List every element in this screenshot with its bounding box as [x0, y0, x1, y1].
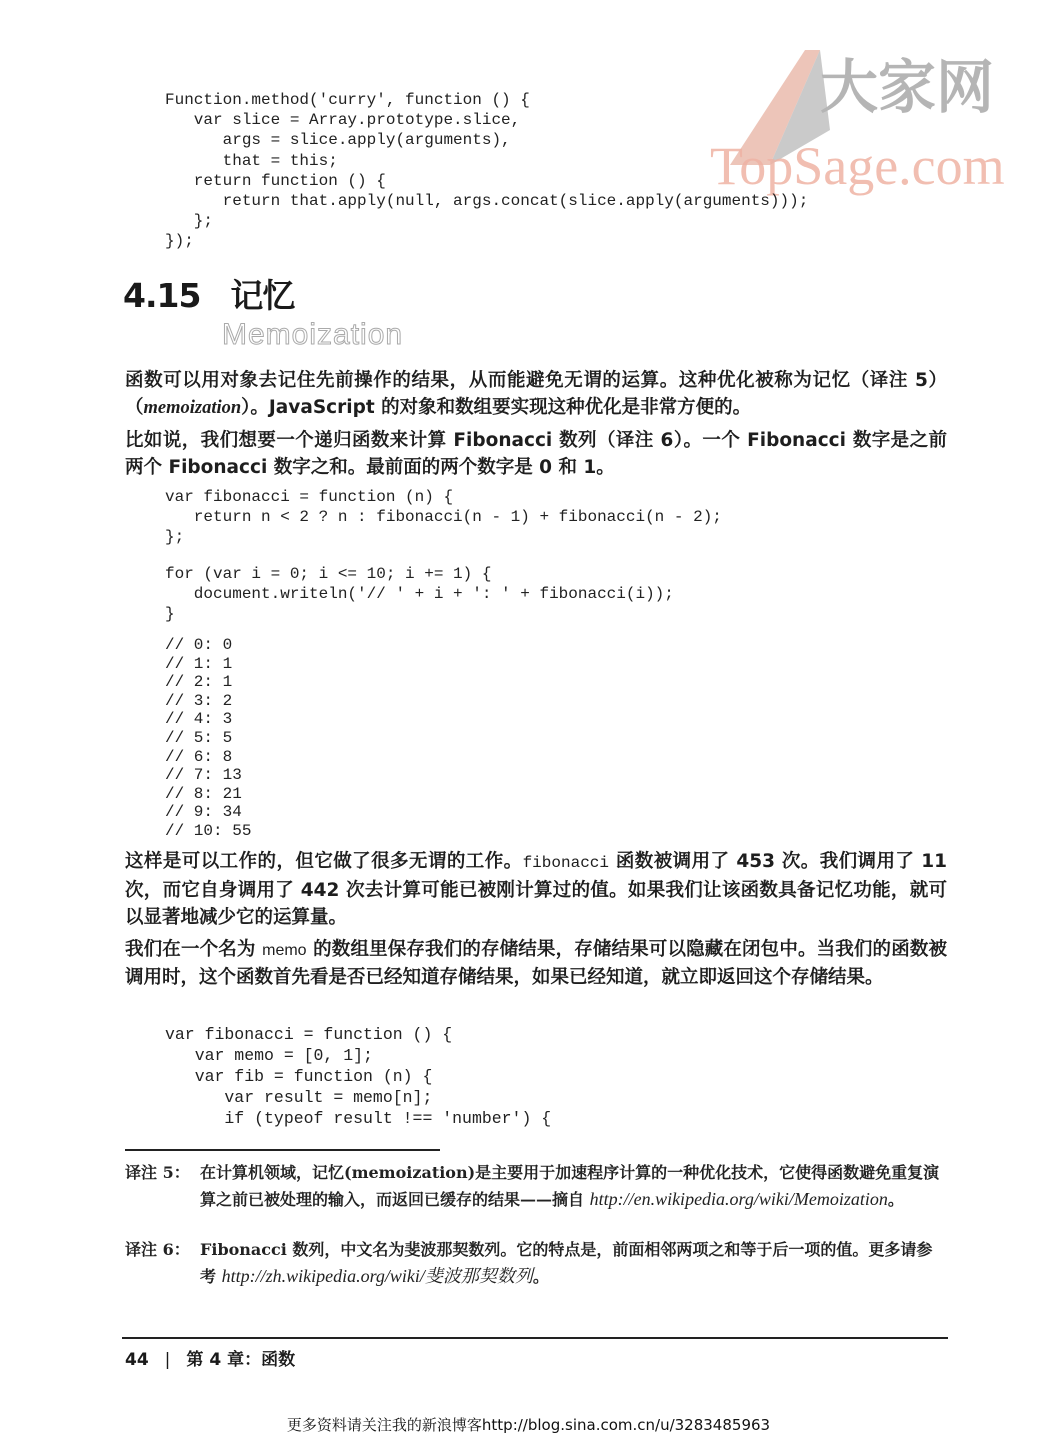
text: 我们在一个名为	[125, 939, 263, 960]
text: 的数组里保存我们的存储结果，存储结果可以隐藏在闭包中。当我们的函数被调用时，这个函数首先看是否已经知道存储结果，如果已经知道，就立即返回这个存储结果。	[125, 939, 947, 988]
inline-code: fibonacci	[522, 854, 609, 872]
output-line: // 2: 1	[165, 673, 233, 692]
section-number: 4.15	[123, 276, 201, 315]
output-line: // 8: 21	[165, 784, 242, 803]
text: 这样是可以工作的，但它做了很多无谓的工作。	[125, 851, 523, 872]
code-line: return n < 2 ? n : fibonacci(n - 1) + fibonacci(n - 2);	[165, 508, 722, 527]
code-line: for (var i = 0; i <= 10; i += 1) {	[165, 564, 492, 583]
page-footer	[125, 1345, 295, 1370]
footnote-link[interactable]: http://zh.wikipedia.org/wiki/斐波那契数列	[221, 1266, 533, 1286]
footnote-label: 译注 6：	[125, 1240, 190, 1259]
code-block-curry	[165, 90, 808, 252]
paragraph-memo-array	[125, 936, 947, 991]
code-line: };	[165, 212, 214, 231]
output-line: // 0: 0	[165, 636, 233, 654]
text: 函数被调用了 453 次。我们调用了 11 次，而它自身调用了 442 次去计算可能已被刚计算过的值。如果我们让该函数具备记忆功能，就可以显著地减少它的运算量。	[125, 851, 947, 928]
inline-code: memo	[262, 942, 307, 959]
code-line: return that.apply(null, args.concat(slice.apply(arguments)));	[165, 191, 809, 210]
text: 函数可以用对象去记住先前操作的结果，从而能避免无谓的运算。这种优化被称为记忆（译注 5）（	[125, 370, 947, 418]
section-heading	[123, 270, 324, 317]
emphasis-term: memoization	[143, 398, 242, 418]
code-block-fibonacci	[165, 487, 722, 624]
output-line: // 3: 2	[165, 691, 233, 710]
code-line	[165, 548, 722, 564]
footnote-5	[125, 1160, 947, 1213]
code-line: }	[165, 604, 175, 623]
section-title: 记忆	[230, 276, 295, 315]
paragraph-memoization-intro	[125, 367, 947, 422]
footnote-link[interactable]: http://en.wikipedia.org/wiki/Memoization	[589, 1189, 888, 1209]
code-line: var result = memo[n];	[165, 1088, 433, 1107]
output-line: // 1: 1	[165, 654, 233, 673]
chapter-title: 第 4 章：函数	[186, 1350, 296, 1370]
output-line: // 4: 3	[165, 710, 233, 729]
watermark-chinese: 大家网	[820, 53, 995, 121]
code-block-memo	[165, 1025, 551, 1130]
output-line: // 9: 34	[165, 803, 242, 822]
paragraph-fibonacci-intro: 比如说，我们想要一个递归函数来计算 Fibonacci 数列（译注 6）。一个 Fibonacci 数字是之前两个 Fibonacci 数字之和。最前面的两个数字是 0 和 1。	[125, 430, 947, 478]
output-line: // 7: 13	[165, 766, 242, 785]
code-line: if (typeof result !== 'number') {	[165, 1109, 552, 1128]
code-line: document.writeln('// ' + i + ': ' + fibonacci(i));	[165, 584, 674, 603]
code-line: var fibonacci = function () {	[165, 1025, 453, 1044]
watermark-brand: TopSage.com	[710, 136, 1005, 196]
footer-separator: |	[164, 1350, 171, 1370]
text: 。	[532, 1267, 549, 1286]
footnote-label: 译注 5：	[125, 1163, 190, 1182]
code-output	[165, 636, 251, 841]
code-line: var slice = Array.prototype.slice,	[165, 111, 521, 130]
blog-note: 更多资料请关注我的新浪博客http://blog.sina.com.cn/u/3283485963	[286, 1416, 771, 1434]
code-line: });	[165, 232, 194, 251]
code-line: return function () {	[165, 171, 386, 190]
code-line: };	[165, 528, 185, 547]
footnote-6	[125, 1237, 947, 1290]
code-line: that = this;	[165, 151, 338, 170]
text: ）。JavaScript 的对象和数组要实现这种优化是非常方便的。	[241, 397, 752, 418]
code-line: var fib = function (n) {	[165, 1067, 433, 1086]
code-line: args = slice.apply(arguments),	[165, 131, 511, 150]
text: 。	[887, 1190, 904, 1209]
page-number: 44	[125, 1350, 149, 1370]
footnote-divider	[125, 1149, 440, 1151]
output-line: // 6: 8	[165, 747, 233, 766]
footnote-text: 在计算机领域，记忆(memoization)是主要用于加速程序计算的一种优化技术，它使得函数避免重复演算之前已被处理的输入，而返回已缓存的结果——摘自	[200, 1163, 940, 1209]
footnote-text: Fibonacci 数列，中文名为斐波那契数列。它的特点是，前面相邻两项之和等于后一项的值。更多请参考	[200, 1240, 933, 1286]
footer-divider	[122, 1337, 948, 1339]
code-line: var fibonacci = function (n) {	[165, 488, 454, 506]
code-line: Function.method('curry', function () {	[165, 91, 530, 109]
paragraph-inefficiency	[125, 848, 947, 931]
section-subtitle: Memoization	[222, 318, 404, 351]
output-line: // 5: 5	[165, 728, 233, 747]
output-line: // 10: 55	[165, 821, 252, 840]
code-line: var memo = [0, 1];	[165, 1046, 373, 1065]
